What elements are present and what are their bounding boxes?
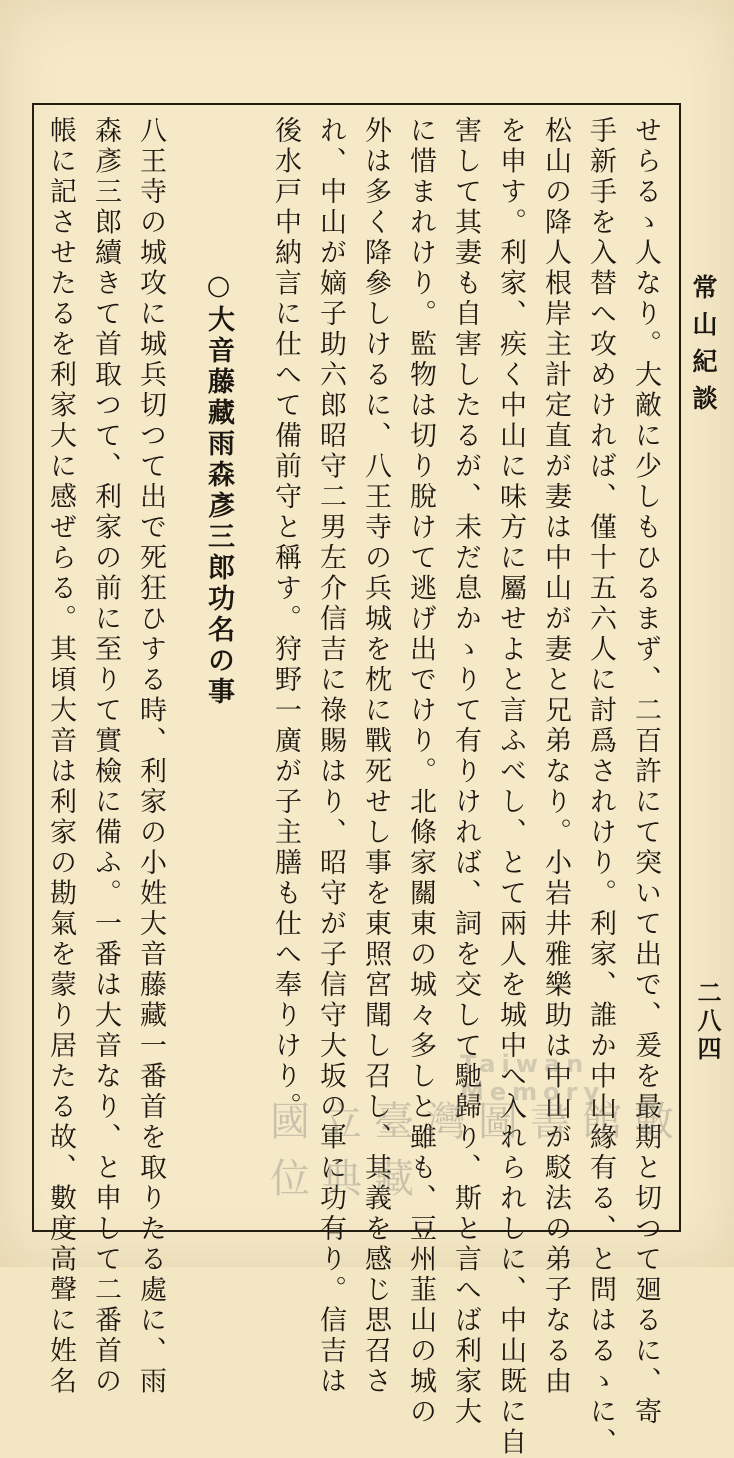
text-column-7: 外は多く降參しけるに、八王寺の兵城を枕に戰死せし事を東照宮聞し召し、其義を感じ思召さ [360,116,391,1397]
section-column-3: 帳に記させたるを利家大に感ぜらる。其頃大音は利家の勘氣を蒙り居たる故、數度高聲に姓名 [45,116,76,1397]
text-column-1: せらるゝ人なり。大敵に少しもひるまず、二百許にて突いて出で、爰を最期と切つて廻るに、寄 [630,116,661,1428]
running-head: 常山紀談 [689,274,718,422]
text-column-5: 害して其妻も自害したるが、未だ息かゝりて有りければ、詞を交して馳歸り、斯と言へば利家大 [450,116,481,1428]
watermark-english: Taiwan Memory [460,1050,606,1106]
watermark: 國立臺灣圖書館數位典藏 [270,1099,686,1202]
text-column-2: 手新手を入替へ攻めければ、僅十五六人に討爲されけり。利家、誰か中山緣有る、と問はるゝに、 [585,116,616,1458]
text-column-3: 松山の降人根岸主計定直が妻は中山が妻と兄弟なり。小岩井雅樂助は中山が駁法の弟子なる由 [540,116,571,1397]
page-number: 二八四 [693,980,722,1064]
section-column-1: 八王寺の城攻に城兵切つて出で死狂ひする時、利家の小姓大音藤藏一番首を取りたる處に、雨 [135,116,166,1397]
text-column-6: に惜まれけり。監物は切り脫けて逃げ出でけり。北條家關東の城々多しと雖も、豆州韮山の城の [405,116,436,1428]
text-column-8: れ、中山が嫡子助六郎昭守二男左介信吉に祿賜はり、昭守が子信守大坂の軍に功有り。信吉は [315,116,346,1397]
section-heading: ○大音藤藏雨森彥三郎功名の事 [203,270,234,708]
text-column-4: を申す。利家、疾く中山に味方に屬せよと言ふべし、とて兩人を城中へ入れられしに、中山既に自 [495,116,526,1458]
text-column-9: 後水戸中納言に仕へて備前守と稱す。狩野一廣が子主膳も仕へ奉りけり。 [270,116,301,1123]
section-column-2: 森彥三郎續きて首取つて、利家の前に至りて實檢に備ふ。一番は大音なり、と申して二番首の [90,116,121,1397]
